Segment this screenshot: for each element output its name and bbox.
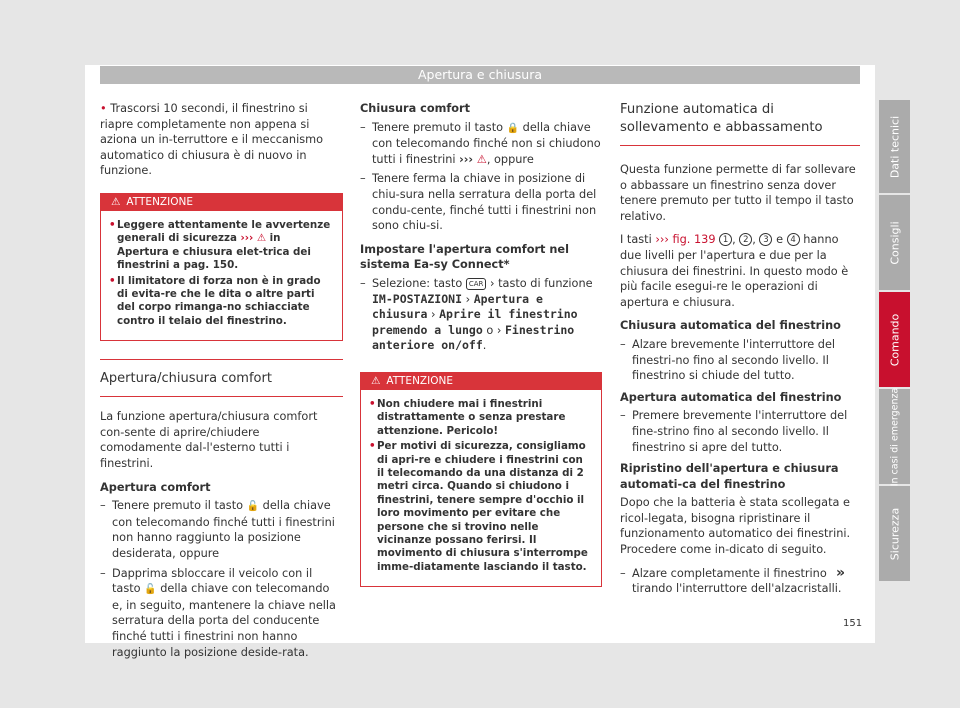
paragraph: Dopo che la batteria è stata scollegata e ricol-legata, bisogna ripristinare il funzionamento automatico dei finestrini. Procedere come in-dicato di seguito.: [620, 496, 851, 557]
unlock-icon: 🔓: [246, 501, 260, 513]
instruction-step: – Dapprima sbloccare il veicolo con il tasto 🔓 della chiave con telecomando e, in seguito, mantenere la chiave nella serratura della porta del conducente finché tutti i finestrini non hanno raggiunto la posizione deside-rata.: [100, 566, 343, 661]
tab-comando[interactable]: Comando: [879, 292, 910, 387]
tab-emergenza[interactable]: In casi di emergenza: [879, 389, 910, 484]
subheading: Apertura automatica del finestrino: [620, 390, 842, 404]
warning-triangle-icon: ⚠: [256, 232, 267, 245]
warning-box-2: [360, 372, 602, 587]
section-title: Apertura/chiusura comfort: [100, 359, 343, 397]
subheading: Chiusura comfort: [360, 102, 471, 115]
column-1: [100, 101, 343, 664]
intro-paragraph: • Trascorsi 10 secondi, il finestrino si riapre completamente non appena si aziona un in-terruttore e il meccanismo automatico di chiusura è di nuovo in funzione.: [100, 102, 324, 178]
warning-triangle-icon: ⚠: [476, 152, 487, 166]
instruction-step: – Alzare brevemente l'interruttore del finestri-no fino al secondo livello. Il finestrino si chiude del tutto.: [620, 337, 860, 384]
tab-dati-tecnici[interactable]: Dati tecnici: [879, 100, 910, 193]
warning-item: • Leggere attentamente le avvertenze generali di sicurezza ››› ⚠ in Apertura e chiusura elet-trica dei finestrini a pag. 150.: [109, 219, 334, 273]
paragraph: I tasti ››› fig. 139 1 , 2 , 3 e 4 hanno due livelli per l'apertura e due per la chiusura dei finestrini. In questo modo è più facile esegui-re le operazioni di apertura e chiusura.: [620, 233, 849, 309]
warning-header: ⚠ ATTENZIONE: [101, 194, 342, 211]
warning-item: • Per motivi di sicurezza, consigliamo di apri-re e chiudere i finestrini con il telecomando da una distanza di 2 metri circa. Quando si chiudono i finestrini, tenere sempre d'occhio il loro movimento per evitare che persone che si trovino nelle vicinanze possano ferirsi. Il movimento di chiusura s'interrompe imme-diatamente lasciando il tasto.: [369, 440, 593, 574]
bullet-icon: •: [100, 102, 111, 115]
warning-header: ⚠ ATTENZIONE: [361, 373, 601, 390]
warning-box-1: [100, 193, 343, 341]
instruction-step: – Tenere ferma la chiave in posizione di chiu-sura nella serratura della porta del condu-cente, finché tutti i finestrini non sono chiu-si.: [360, 171, 602, 233]
tab-sicurezza[interactable]: Sicurezza: [879, 486, 910, 581]
warning-triangle-icon: ⚠: [111, 195, 121, 208]
figure-link[interactable]: ››› fig. 139: [655, 233, 716, 247]
page-header: Apertura e chiusura: [100, 66, 860, 84]
instruction-step: – Selezione: tasto CAR › tasto di funzione IM-POSTAZIONI › Apertura e chiusura › Aprire il finestrino premendo a lungo o › Finestrino anteriore on/off.: [360, 276, 602, 354]
unlock-icon: 🔓: [144, 584, 157, 596]
instruction-step: – Tenere premuto il tasto 🔒 della chiave con telecomando finché non si chiudono tutti i finestrini ››› ⚠, oppure: [360, 120, 602, 168]
tab-consigli[interactable]: Consigli: [879, 195, 910, 290]
subheading: Impostare l'apertura comfort nel sistema Ea-sy Connect*: [360, 242, 569, 272]
column-2: [360, 101, 602, 605]
page-number: 151: [843, 618, 863, 629]
paragraph: Questa funzione permette di far sollevare o abbassare un finestrino senza dover tenere premuto per tutto il tempo il tasto relativo.: [620, 163, 856, 223]
chapter-sidebar: [879, 100, 910, 583]
warning-triangle-icon: ⚠: [371, 374, 381, 387]
instruction-step: – Alzare completamente il finestrino tirando l'interruttore dell'alzacristalli.: [620, 566, 860, 597]
section-title: Funzione automatica di sollevamento e abbassamento: [620, 101, 860, 146]
warning-item: • Il limitatore di forza non è in grado di evita-re che le dita o altre parti del corpo rimanga-no schiacciate contro il telaio del finestrino.: [109, 275, 334, 329]
column-3: [620, 101, 860, 601]
subheading: Chiusura automatica del finestrino: [620, 319, 841, 333]
subheading: Ripristino dell'apertura e chiusura automati-ca del finestrino: [620, 462, 839, 491]
continue-icon: »: [836, 565, 846, 581]
warning-item: • Non chiudere mai i finestrini distrattamente o senza prestare attenzione. Pericolo!: [369, 398, 593, 438]
paragraph: La funzione apertura/chiusura comfort con-sente di aprire/chiudere comodamente dal-l'esterno tutti i finestrini.: [100, 410, 318, 470]
instruction-step: – Tenere premuto il tasto 🔓 della chiave con telecomando finché tutti i finestrini non hanno raggiunto la posizione desiderata, oppure: [100, 498, 343, 561]
lock-icon: 🔒: [506, 122, 520, 134]
instruction-step: – Premere brevemente l'interruttore del fine-strino fino al secondo livello. Il finestrino si apre del tutto.: [620, 408, 860, 455]
car-key-icon: CAR: [466, 278, 487, 290]
subheading: Apertura comfort: [100, 480, 211, 494]
